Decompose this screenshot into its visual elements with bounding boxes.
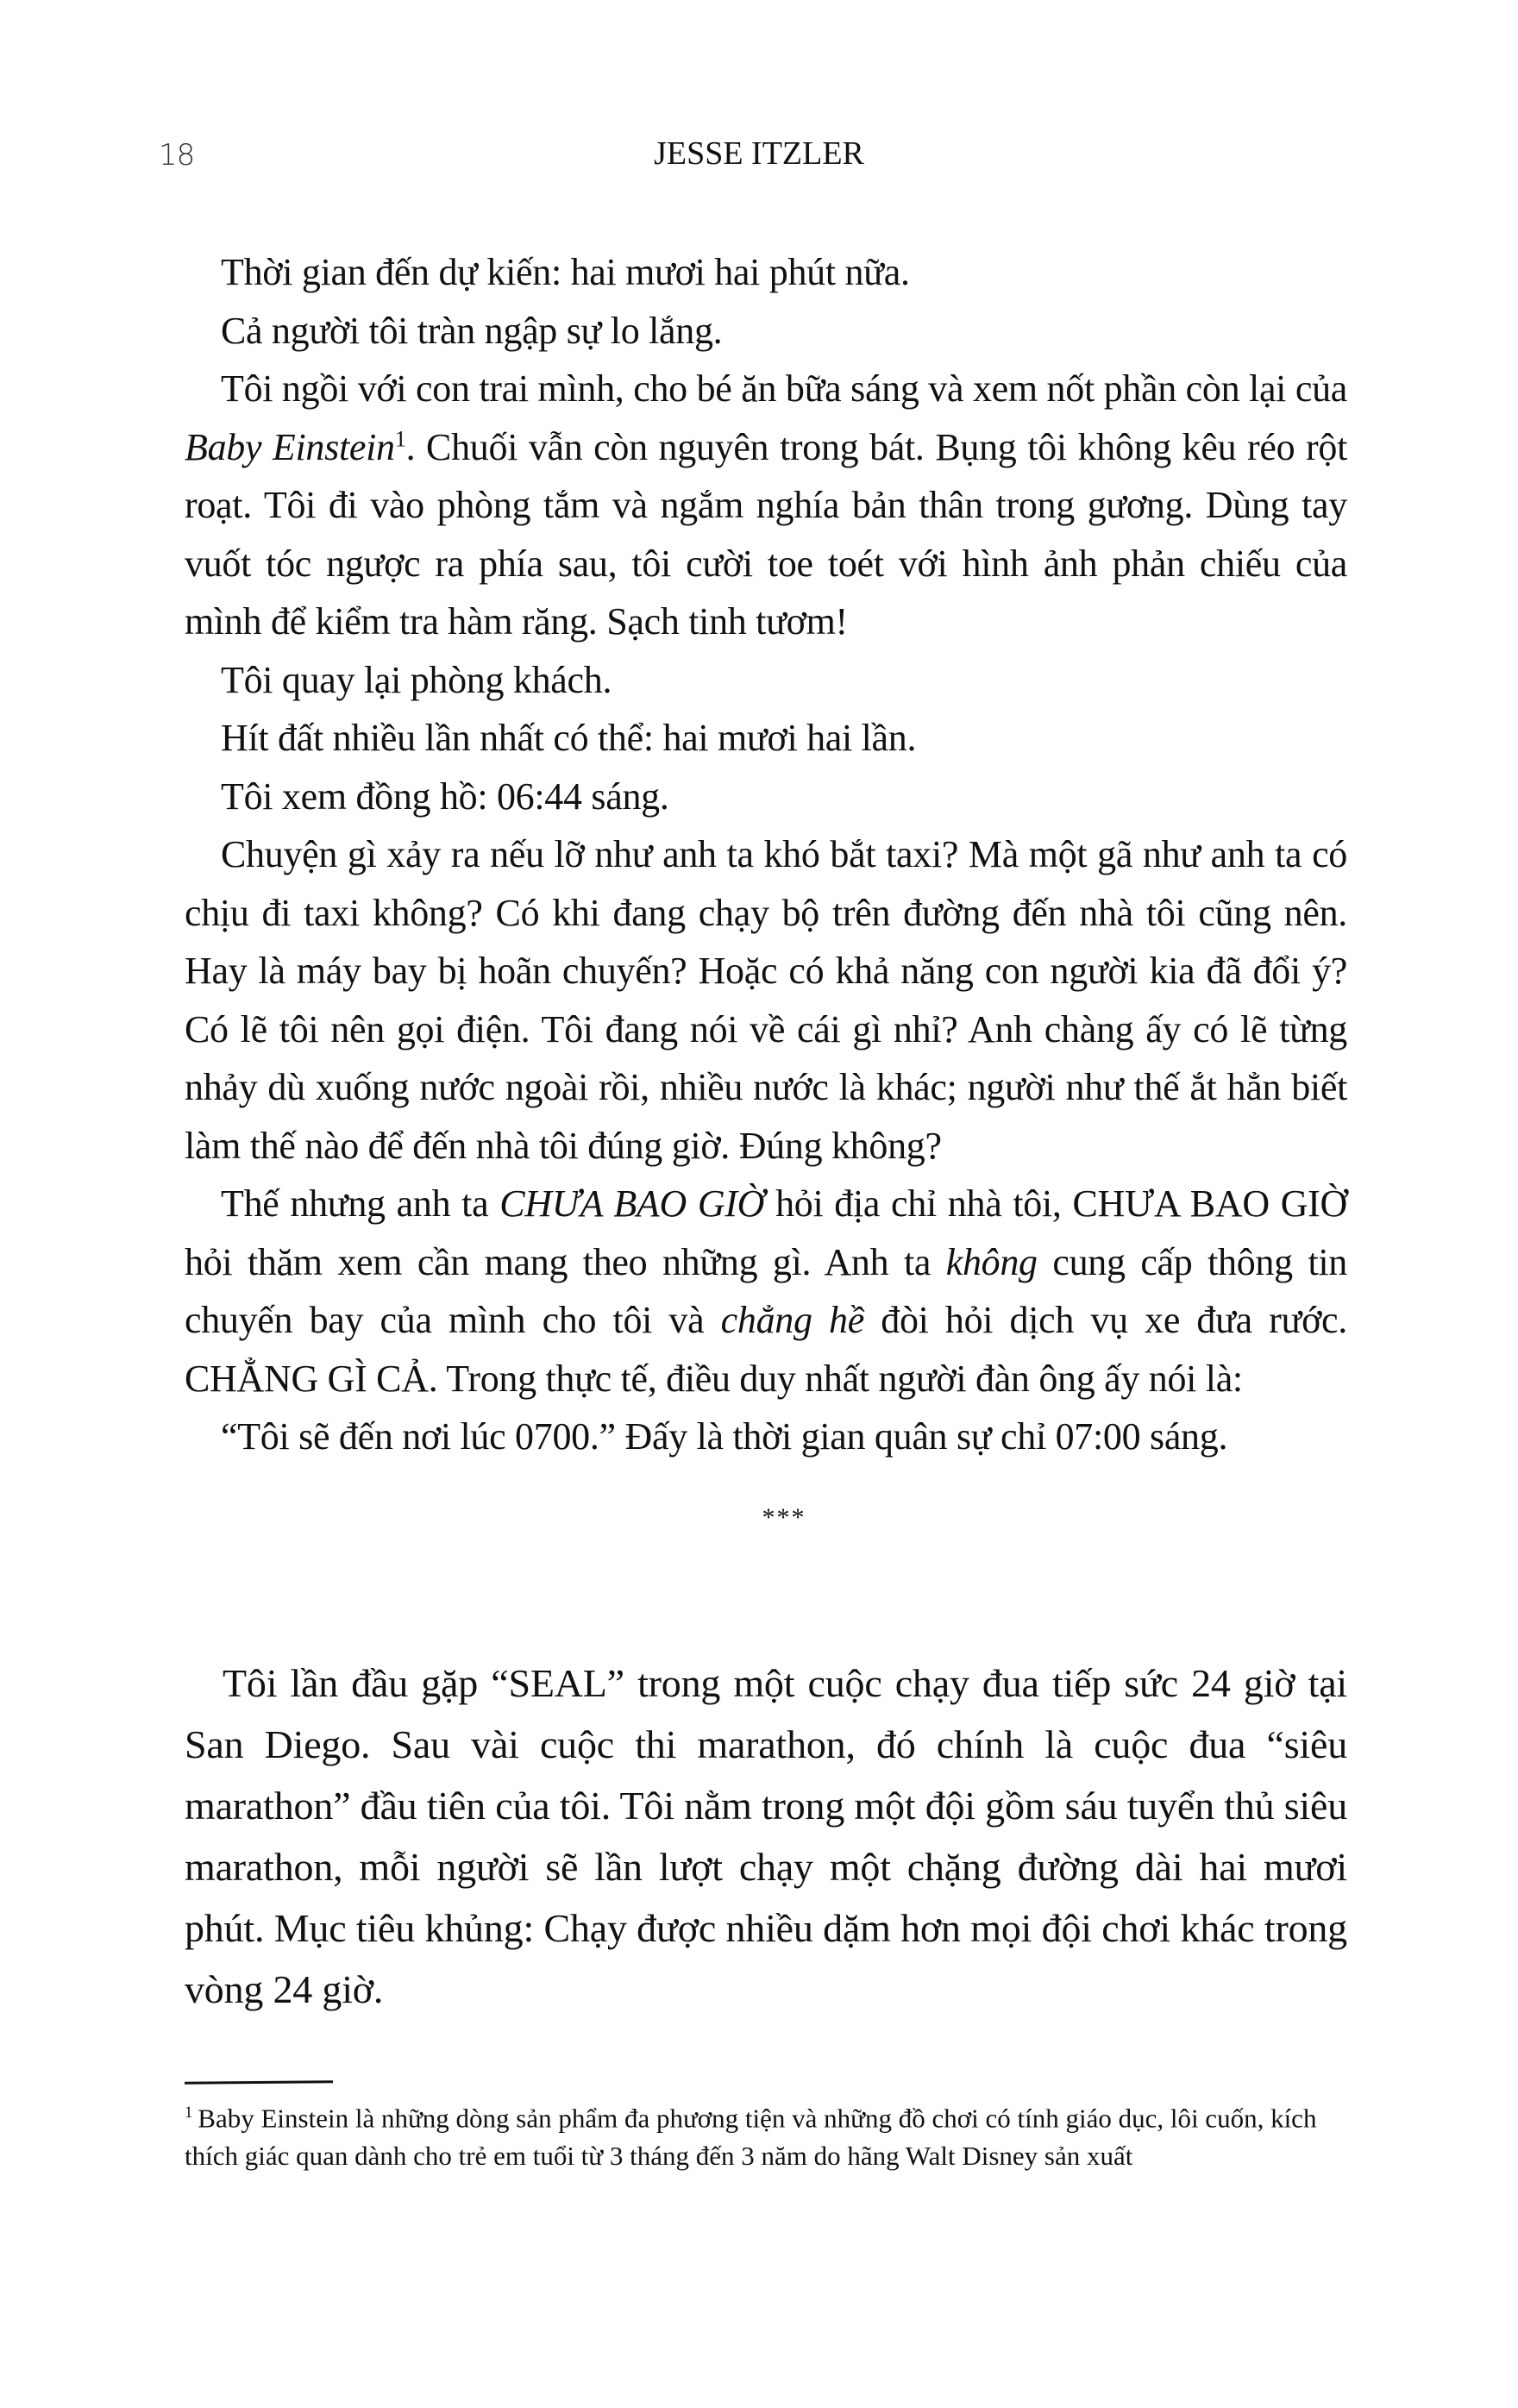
body-section-2 [185, 1652, 1347, 2020]
paragraph: “Tôi sẽ đến nơi lúc 0700.” Đấy là thời gian quân sự chỉ 07:00 sáng. [221, 1415, 1228, 1458]
paragraph: Thời gian đến dự kiến: hai mươi hai phút nữa. [221, 251, 910, 293]
paragraph: Chuyện gì xảy ra nếu lỡ như anh ta khó bắt taxi? Mà một gã như anh ta có chịu đi taxi không? Có khi đang chạy bộ trên đường đến nhà tôi cũng nên. Hay là máy bay bị hoãn chuyến? Hoặc có khả năng con người kia đã đổi ý? Có lẽ tôi nên gọi điện. Tôi đang nói về cái gì nhỉ? Anh chàng ấy có lẽ từng nhảy dù xuống nước ngoài rồi, nhiều nước là khác; người như thế ắt hẳn biết làm thế nào để đến nhà tôi đúng giờ. Đúng không? [185, 833, 1347, 1167]
text-run: hỏi địa chỉ nhà tôi, CHƯA BAO GIỜ hỏi thăm xem cần mang theo những gì. Anh ta [185, 1182, 1348, 1283]
text-run: Tôi ngồi với con trai mình, cho bé ăn bữa sáng và xem nốt phần còn lại của [221, 367, 1347, 410]
emphasis: không [945, 1240, 1038, 1283]
paragraph: Cả người tôi tràn ngập sự lo lắng. [221, 309, 723, 352]
paragraph [185, 1175, 1347, 1408]
footnote-divider [185, 2080, 333, 2085]
section-separator: *** [762, 1502, 806, 1532]
footnote-reference[interactable]: 1 [394, 424, 406, 451]
footnote-text: Baby Einstein là những dòng sản phẩm đa phương tiện và những đồ chơi có tính giáo dục, lôi cuốn, kích thích giác quan dành cho trẻ em tuổi từ 3 tháng đến 3 năm do hãng Walt Disney sản xuất [185, 2103, 1317, 2172]
running-head: JESSE ITZLER [654, 135, 864, 172]
text-run: cung cấp thông tin chuyến bay của mình cho tôi và [185, 1240, 1347, 1341]
footnotes [185, 2094, 1347, 2175]
paragraph: Tôi quay lại phòng khách. [221, 658, 612, 701]
book-title-italic: Baby Einstein [185, 425, 395, 468]
body-section-1 [185, 243, 1347, 1570]
paragraph: Hít đất nhiều lần nhất có thể: hai mươi hai lần. [221, 717, 917, 759]
emphasis: chẳng hề [720, 1299, 864, 1341]
emphasis: CHƯA BAO GIỜ [499, 1182, 765, 1225]
paragraph: Tôi lần đầu gặp “SEAL” trong một cuộc chạy đua tiếp sức 24 giờ tại San Diego. Sau vài cuộc thi marathon, đó chính là cuộc đua “siêu marathon” đầu tiên của tôi. Tôi nằm trong một đội gồm sáu tuyển thủ siêu marathon, mỗi người sẽ lần lượt chạy một chặng đường dài hai mươi phút. Mục tiêu khủng: Chạy được nhiều dặm hơn mọi đội chơi khác trong vòng 24 giờ. [185, 1661, 1347, 2011]
text-run: . Chuối vẫn còn nguyên trong bát. Bụng tôi không kêu réo rột roạt. Tôi đi vào phòng tắm và ngắm nghía bản thân trong gương. Dùng tay vuốt tóc ngược ra phía sau, tôi cười toe toét với hình ảnh phản chiếu của mình để kiểm tra hàm răng. Sạch tinh tươm! [185, 425, 1347, 643]
page-number: 18 [159, 138, 195, 172]
text-run: đòi hỏi dịch vụ xe đưa rước. CHẲNG GÌ CẢ. Trong thực tế, điều duy nhất người đàn ông ấy nói là: [185, 1299, 1347, 1400]
footnote [185, 2094, 1347, 2175]
footnote-marker: 1 [185, 2104, 193, 2122]
paragraph [185, 360, 1347, 651]
paragraph: Tôi xem đồng hồ: 06:44 sáng. [221, 774, 669, 818]
text-run: Thế nhưng anh ta [221, 1182, 500, 1225]
